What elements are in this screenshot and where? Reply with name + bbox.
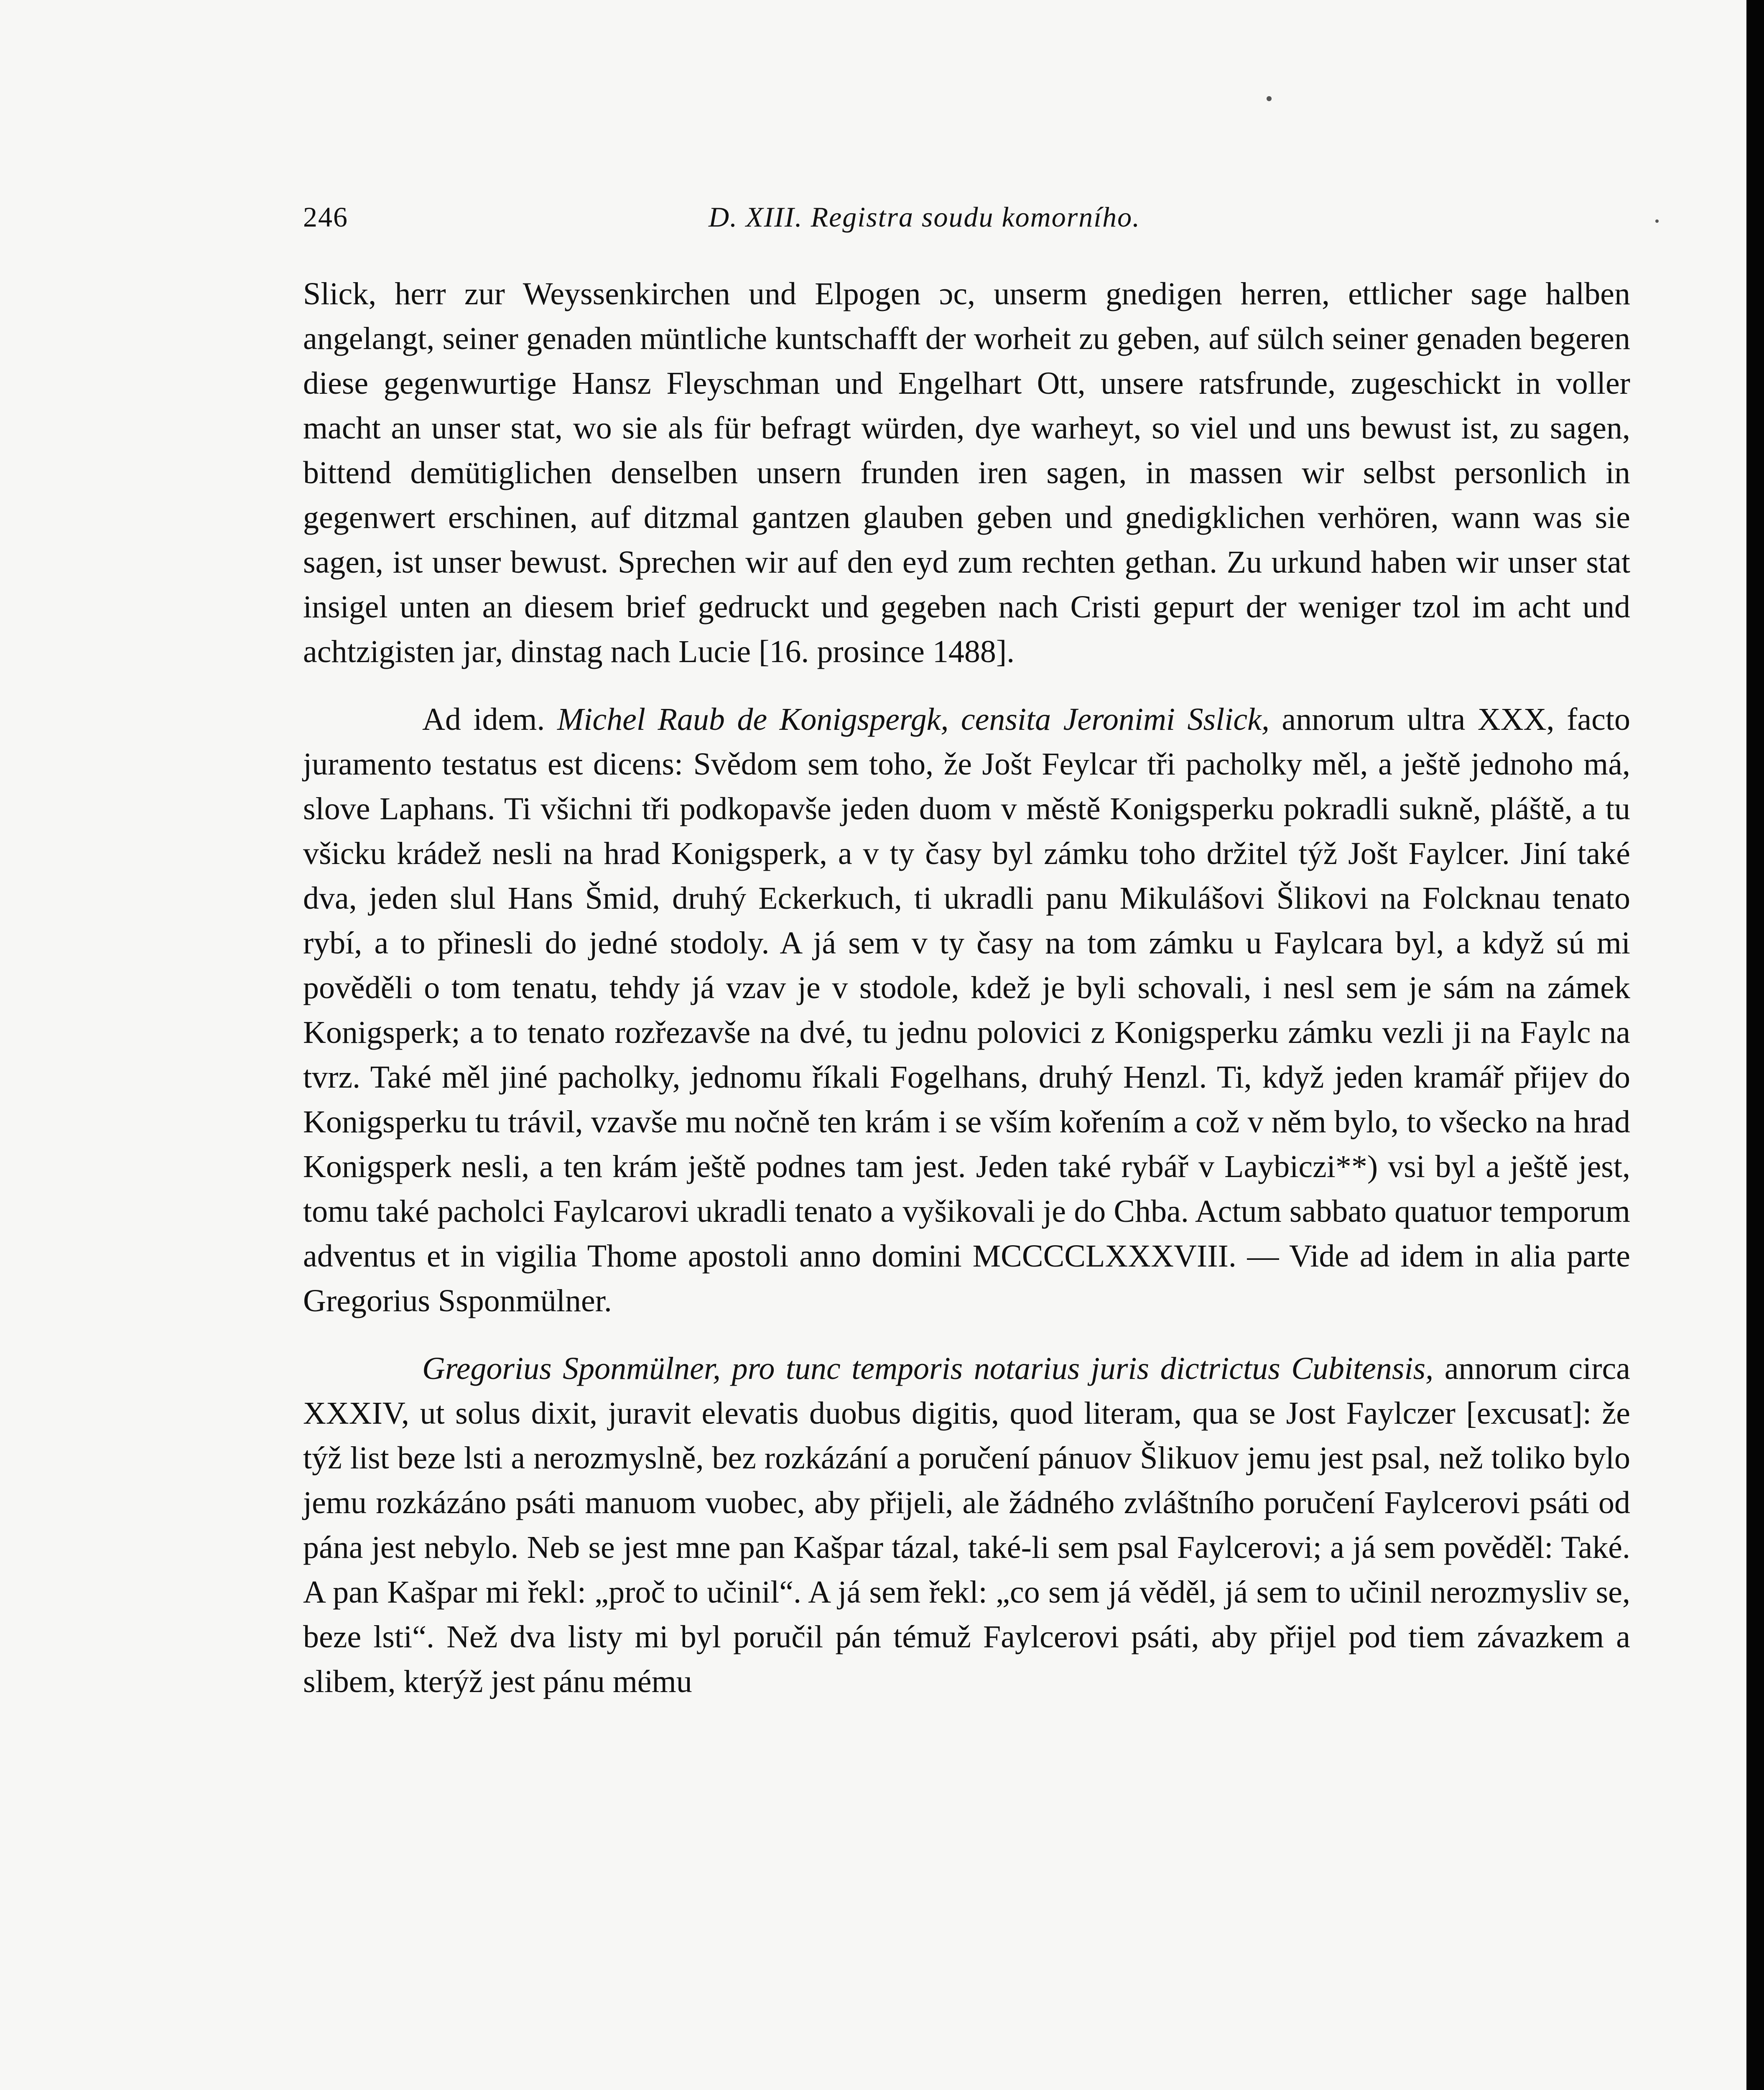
body-text (303, 272, 1630, 1704)
paragraph-testimony-sponmulner (303, 1346, 1630, 1704)
scan-border (1746, 0, 1764, 2090)
speck-mark (1655, 219, 1659, 223)
speck-mark (1267, 96, 1272, 101)
running-title: D. XIII. Registra soudu komorního. (709, 201, 1141, 233)
text-run: annorum circa XXXIV, ut solus dixit, juravit elevatis duobus digitis, quod literam, qua se Jost Faylczer [excusat]: že týž list beze lsti a nerozmyslně, bez rozkázání a poručení pánuov Šlikuov jemu jest psal, než toliko bylo jemu rozkázáno psáti manuom vuobec, aby přijeli, ale žádného zvláštního poručení Faylcerovi psáti od pána jest nebylo. Neb se jest mne pan Kašpar tázal, také-li sem psal Faylcerovi; a já sem pověděl: Také. A pan Kašpar mi řekl: „proč to učinil“. A já sem řekl: „co sem já věděl, já sem to učinil nerozmysliv se, beze lsti“. Než dva listy mi byl poručil pán témuž Faylcerovi psáti, aby přijel pod tiem závazkem a slibem, kterýž jest pánu mému (303, 1351, 1630, 1699)
paragraph-letter-closing (303, 272, 1630, 674)
page-number: 246 (303, 201, 348, 233)
paragraph-testimony-raub (303, 697, 1630, 1323)
italic-witness-name: Michel Raub de Konigspergk, censita Jeronimi Sslick, (557, 702, 1269, 737)
page-header (303, 201, 1649, 242)
italic-witness-name: Gregorius Sponmülner, pro tunc temporis notarius juris dictrictus Cubitensis, (422, 1351, 1434, 1386)
text-run: Slick, herr zur Weyssenkirchen und Elpogen ɔc, unserm gnedigen herren, ettlicher sage halben angelangt, seiner genaden müntliche kuntschafft der worheit zu geben, auf sülch seiner genaden begeren diese gegenwurtige Hansz Fleyschman und Engelhart Ott, unsere ratsfrunde, zugeschickt in voller macht an unser stat, wo sie als für befragt würden, dye warheyt, so viel und uns bewust ist, zu sagen, bittend demütiglichen denselben unsern frunden iren sagen, in massen wir selbst personlich in gegenwert erschinen, auf ditzmal gantzen glauben geben und gnedigklichen verhören, wann was sie sagen, ist unser bewust. Sprechen wir auf den eyd zum rechten gethan. Zu urkund haben wir unser stat insigel unten an diesem brief gedruckt und gegeben nach Cristi gepurt der weniger tzol im acht und achtzigisten jar, dinstag nach Lucie [16. prosince 1488]. (303, 276, 1630, 669)
text-run: Ad idem. (422, 702, 557, 737)
text-run: annorum ultra XXX, facto juramento testatus est dicens: Svědom sem toho, že Jošt Feylcar tři pacholky měl, a ještě jednoho má, slove Laphans. Ti všichni tři podkopavše jeden duom v městě Konigsperku pokradli sukně, pláště, a tu všicku krádež nesli na hrad Konigsperk, a v ty časy byl zámku toho držitel týž Jošt Faylcer. Jiní také dva, jeden slul Hans Šmid, druhý Eckerkuch, ti ukradli panu Mikulášovi Šlikovi na Folcknau tenato rybí, a to přinesli do jedné stodoly. A já sem v ty časy na tom zámku u Faylcara byl, a když sú mi pověděli o tom tenatu, tehdy já vzav je v stodole, kdež je byli schovali, i nesl sem je sám na zámek Konigsperk; a to tenato rozřezavše na dvé, tu jednu polovici z Konigsperku zámku vezli ji na Faylc na tvrz. Také měl jiné pacholky, jednomu říkali Fogelhans, druhý Henzl. Ti, když jeden kramář přijev do Konigsperku tu trávil, vzavše mu nočně ten krám i se vším kořením a což v něm bylo, to všecko na hrad Konigsperk nesli, a ten krám ještě podnes tam jest. Jeden také rybář v Laybiczi**) vsi byl a ještě jest, tomu také pacholci Faylcarovi ukradli tenato a vyšikovali je do Chba. Actum sabbato quatuor temporum adventus et in vigilia Thome apostoli anno domini MCCCCLXXXVIII. — Vide ad idem in alia parte Gregorius Ssponmülner. (303, 702, 1630, 1318)
